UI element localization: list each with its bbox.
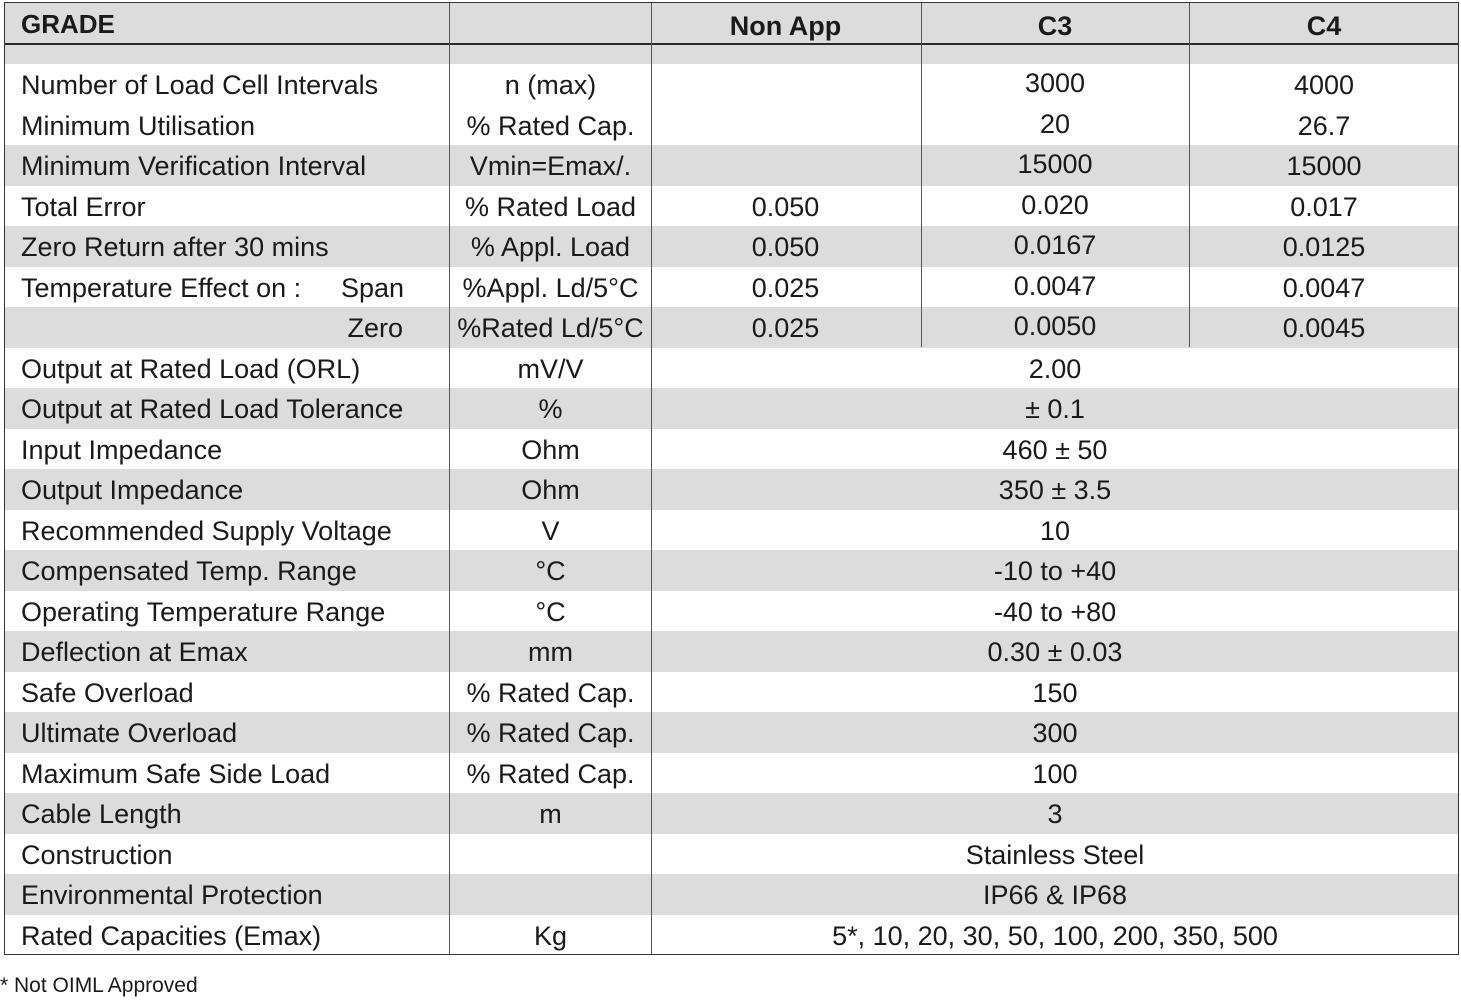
- row-unit: mm: [528, 637, 573, 667]
- table-row: [5, 510, 1458, 551]
- row-value: 350 ± 3.5: [998, 475, 1112, 505]
- row-unit: %: [538, 394, 563, 424]
- row-label: Zero Return after 30 mins: [21, 232, 329, 262]
- row-label-text: Temperature Effect on :: [21, 272, 302, 303]
- row-non-app: 0.025: [751, 313, 820, 343]
- row-unit: Vmin=Emax/.: [469, 151, 632, 181]
- row-non-app: 0.050: [751, 232, 820, 262]
- table-row: [5, 348, 1458, 389]
- table-row: [5, 631, 1458, 672]
- table-row: [5, 307, 1458, 348]
- row-label: Minimum Verification Interval: [21, 151, 367, 181]
- row-label: Ultimate Overload: [21, 718, 238, 748]
- row-value: Stainless Steel: [965, 839, 1145, 870]
- row-unit: %Appl. Ld/5°C: [462, 272, 639, 303]
- row-non-app: 0.050: [751, 191, 820, 222]
- row-c3: 0.020: [1021, 189, 1089, 220]
- row-label: Recommended Supply Voltage: [21, 515, 392, 546]
- row-c4: 0.0045: [1282, 313, 1366, 343]
- table-row: [5, 64, 1458, 105]
- row-value: 150: [1032, 677, 1078, 708]
- row-non-app: 0.025: [751, 272, 820, 303]
- row-label: Minimum Utilisation: [21, 110, 256, 141]
- row-label: Safe Overload: [21, 677, 194, 708]
- row-c4: 26.7: [1297, 110, 1351, 141]
- row-unit: Kg: [533, 920, 568, 951]
- row-label: [21, 267, 405, 308]
- table-row: [5, 267, 1458, 308]
- row-label: Number of Load Cell Intervals: [21, 70, 379, 100]
- row-c4: 0.0047: [1282, 272, 1366, 303]
- row-unit: m: [539, 799, 562, 829]
- column-divider: [1189, 3, 1190, 347]
- row-value: 100: [1032, 758, 1078, 789]
- row-value: 460 ± 50: [1002, 434, 1108, 465]
- row-label: Construction: [21, 839, 173, 870]
- row-unit: Ohm: [521, 434, 580, 465]
- row-unit: °C: [535, 556, 566, 586]
- table-row: [5, 429, 1458, 470]
- spec-table: [4, 2, 1459, 955]
- row-value: -40 to +80: [993, 596, 1117, 627]
- column-divider: [651, 3, 652, 954]
- row-label: Rated Capacities (Emax): [21, 920, 322, 951]
- row-value: ± 0.1: [1025, 394, 1085, 424]
- table-row: [5, 105, 1458, 146]
- row-c3: 3000: [1024, 68, 1086, 98]
- table-row: [5, 469, 1458, 510]
- row-c4: 0.0125: [1282, 232, 1366, 262]
- table-row: [5, 186, 1458, 227]
- row-label: Environmental Protection: [21, 880, 323, 910]
- row-value: 0.30 ± 0.03: [987, 637, 1123, 667]
- table-row: [5, 145, 1458, 186]
- row-unit: % Rated Cap.: [466, 758, 635, 789]
- row-label: Compensated Temp. Range: [21, 556, 357, 586]
- row-non-app: [651, 145, 920, 186]
- table-row: [5, 591, 1458, 632]
- table-row: [5, 550, 1458, 591]
- table-row: [5, 226, 1458, 267]
- row-value: 300: [1032, 718, 1078, 748]
- column-divider: [921, 3, 922, 347]
- header-c4: C4: [1306, 11, 1342, 41]
- row-non-app: [651, 105, 920, 146]
- row-value: 5*, 10, 20, 30, 50, 100, 200, 350, 500: [832, 920, 1278, 951]
- header-non-app: Non App: [729, 11, 842, 41]
- table-row: [5, 712, 1458, 753]
- row-value: 3: [1047, 799, 1063, 829]
- row-label: Output Impedance: [21, 475, 244, 505]
- table-row: [5, 915, 1458, 956]
- column-divider: [449, 3, 450, 954]
- row-unit: Ohm: [521, 475, 580, 505]
- table-row: [5, 753, 1458, 794]
- row-unit: [449, 834, 652, 875]
- row-unit: V: [541, 515, 560, 546]
- row-c4: 15000: [1286, 151, 1362, 181]
- row-value: 2.00: [1028, 353, 1082, 384]
- row-unit: % Appl. Load: [470, 232, 631, 262]
- row-unit: % Rated Cap.: [466, 110, 635, 141]
- row-label: Cable Length: [21, 799, 182, 829]
- spacer-row: [5, 45, 1458, 64]
- row-value: 10: [1039, 515, 1071, 546]
- header-c3: C3: [1037, 11, 1073, 41]
- row-c3: 15000: [1017, 149, 1093, 179]
- row-c3: 0.0047: [1013, 270, 1097, 301]
- row-label: Zero: [347, 313, 403, 343]
- row-unit: % Rated Cap.: [466, 718, 635, 748]
- row-non-app: [651, 64, 920, 105]
- row-unit: % Rated Cap.: [466, 677, 635, 708]
- table-row: [5, 672, 1458, 713]
- table-row: [5, 834, 1458, 875]
- row-c3: 0.0050: [1013, 311, 1097, 341]
- row-label: Operating Temperature Range: [21, 596, 386, 627]
- footnote: * Not OIML Approved: [0, 974, 198, 997]
- row-unit: mV/V: [517, 353, 584, 384]
- table-row: [5, 793, 1458, 834]
- row-label: Output at Rated Load Tolerance: [21, 394, 404, 424]
- row-label: Maximum Safe Side Load: [21, 758, 331, 789]
- row-unit: °C: [535, 596, 566, 627]
- row-c4: 0.017: [1290, 191, 1358, 222]
- row-label: Output at Rated Load (ORL): [21, 353, 361, 384]
- row-unit: [449, 874, 652, 915]
- row-label: Total Error: [21, 191, 146, 222]
- row-unit: % Rated Load: [464, 191, 637, 222]
- row-unit: n (max): [504, 70, 597, 100]
- row-label: Input Impedance: [21, 434, 223, 465]
- row-sublabel: Span: [341, 272, 405, 303]
- header-grade: GRADE: [21, 9, 115, 39]
- row-c3: 0.0167: [1013, 230, 1097, 260]
- table-header: [5, 3, 1458, 45]
- row-unit: %Rated Ld/5°C: [457, 313, 644, 343]
- row-value: IP66 & IP68: [982, 880, 1128, 910]
- row-value: -10 to +40: [993, 556, 1117, 586]
- row-label: Deflection at Emax: [21, 637, 248, 667]
- table-row: [5, 388, 1458, 429]
- row-c3: 20: [1039, 108, 1071, 139]
- row-c4: 4000: [1293, 70, 1355, 100]
- table-row: [5, 874, 1458, 915]
